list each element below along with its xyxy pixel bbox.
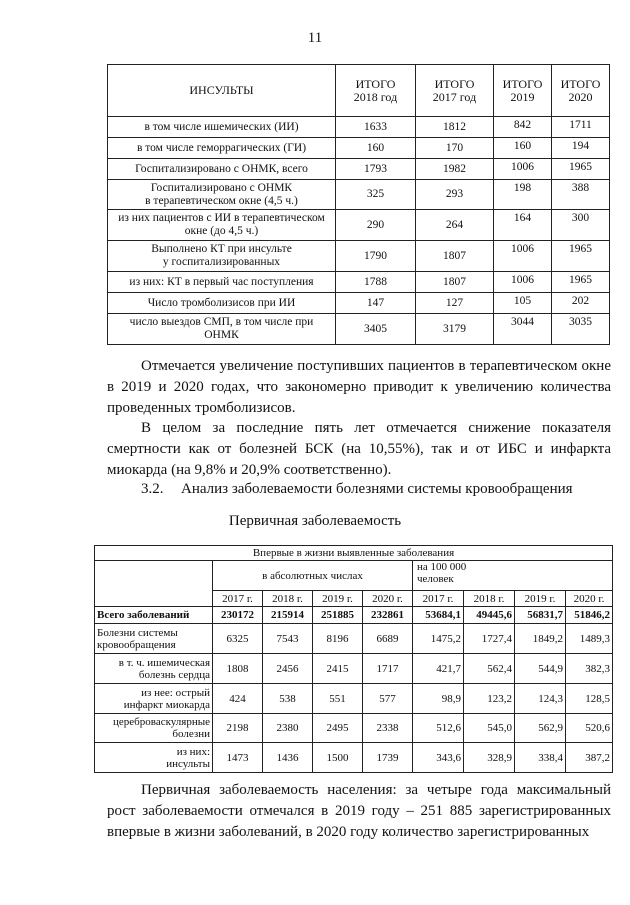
- year-header: 2019 г.: [313, 591, 363, 607]
- group-header-row: [95, 561, 613, 591]
- value-cell: 1717: [363, 654, 413, 684]
- value-cell: 382,3: [566, 654, 613, 684]
- column-header: ИТОГО 2018 год: [336, 65, 416, 117]
- value-cell: 2415: [313, 654, 363, 684]
- year-header: 2019 г.: [515, 591, 566, 607]
- value-cell: 2495: [313, 714, 363, 743]
- row-label: цереброваскулярные болезни: [95, 714, 213, 743]
- table-title-row: [95, 546, 613, 561]
- value-cell: 251885: [313, 607, 363, 624]
- year-header: 2018 г.: [464, 591, 515, 607]
- table-row: [95, 684, 613, 714]
- section-title: Анализ заболеваемости болезнями системы кровообращения: [181, 481, 573, 497]
- row-label: в том числе геморрагических (ГИ): [108, 138, 336, 159]
- cell-v2017: 3179: [416, 314, 494, 345]
- cell-v2019: 198: [494, 180, 552, 210]
- cell-v2020: 388: [552, 180, 610, 210]
- subsection-title: Первичная заболеваемость: [228, 513, 402, 529]
- table-row: [108, 117, 610, 138]
- value-cell: 343,6: [413, 743, 464, 773]
- cell-v2020: 1965: [552, 272, 610, 293]
- group-absolute: в абсолютных числах: [213, 561, 413, 591]
- value-cell: 512,6: [413, 714, 464, 743]
- table-row: [95, 654, 613, 684]
- value-cell: 230172: [213, 607, 263, 624]
- cell-v2019: 160: [494, 138, 552, 159]
- group-per-100000: на 100 000 человек: [413, 561, 613, 591]
- cell-v2020: 202: [552, 293, 610, 314]
- value-cell: 421,7: [413, 654, 464, 684]
- value-cell: 49445,6: [464, 607, 515, 624]
- stroke-statistics-table: [107, 64, 610, 345]
- year-header: 2017 г.: [213, 591, 263, 607]
- value-cell: 1739: [363, 743, 413, 773]
- cell-v2018: 290: [336, 210, 416, 241]
- cell-v2017: 1807: [416, 241, 494, 272]
- value-cell: 128,5: [566, 684, 613, 714]
- value-cell: 338,4: [515, 743, 566, 773]
- cell-v2019: 842: [494, 117, 552, 138]
- value-cell: 2338: [363, 714, 413, 743]
- column-header: ИТОГО 2017 год: [416, 65, 494, 117]
- cell-v2020: 1711: [552, 117, 610, 138]
- cell-v2018: 1788: [336, 272, 416, 293]
- section-number: 3.2.: [141, 481, 164, 497]
- value-cell: 545,0: [464, 714, 515, 743]
- row-label: Госпитализировано с ОНМК, всего: [108, 159, 336, 180]
- paragraph-primary-morbidity: Первичная заболеваемость населения: за четыре года максимальный рост заболеваемости отмечался в 2019 году – 251 885 зарегистрированных впервые в жизни заболеваний, в 2020 году количество зарегистрированных: [107, 782, 611, 840]
- cell-v2017: 127: [416, 293, 494, 314]
- row-label: из них пациентов с ИИ в терапевтическом окне (до 4,5 ч.): [108, 210, 336, 241]
- value-cell: 544,9: [515, 654, 566, 684]
- row-label: из них: КТ в первый час поступления: [108, 272, 336, 293]
- value-cell: 1475,2: [413, 624, 464, 654]
- value-cell: 7543: [263, 624, 313, 654]
- row-label: в том числе ишемических (ИИ): [108, 117, 336, 138]
- year-header: 2017 г.: [413, 591, 464, 607]
- cell-v2018: 1790: [336, 241, 416, 272]
- value-cell: 562,9: [515, 714, 566, 743]
- value-cell: 6689: [363, 624, 413, 654]
- table-row: [95, 714, 613, 743]
- table-row: [95, 607, 613, 624]
- cell-v2019: 3044: [494, 314, 552, 345]
- primary-morbidity-table: [94, 545, 613, 773]
- cell-v2017: 293: [416, 180, 494, 210]
- value-cell: 1473: [213, 743, 263, 773]
- cell-v2020: 1965: [552, 241, 610, 272]
- cell-v2020: 3035: [552, 314, 610, 345]
- value-cell: 538: [263, 684, 313, 714]
- value-cell: 6325: [213, 624, 263, 654]
- cell-v2020: 194: [552, 138, 610, 159]
- table-row: [108, 241, 610, 272]
- table-row: [108, 210, 610, 241]
- cell-v2017: 170: [416, 138, 494, 159]
- year-header: 2020 г.: [566, 591, 613, 607]
- table-row: [95, 743, 613, 773]
- value-cell: 2456: [263, 654, 313, 684]
- row-label: Выполнено КТ при инсульте у госпитализированных: [108, 241, 336, 272]
- cell-v2017: 1807: [416, 272, 494, 293]
- value-cell: 215914: [263, 607, 313, 624]
- column-header: ИНСУЛЬТЫ: [108, 65, 336, 117]
- value-cell: 328,9: [464, 743, 515, 773]
- table-row: [108, 138, 610, 159]
- table-row: [108, 293, 610, 314]
- row-label: число выездов СМП, в том числе при ОНМК: [108, 314, 336, 345]
- value-cell: 1808: [213, 654, 263, 684]
- cell-v2019: 1006: [494, 159, 552, 180]
- cell-v2018: 3405: [336, 314, 416, 345]
- cell-v2020: 300: [552, 210, 610, 241]
- value-cell: 8196: [313, 624, 363, 654]
- row-label: Всего заболеваний: [95, 607, 213, 624]
- year-header: 2020 г.: [363, 591, 413, 607]
- value-cell: 424: [213, 684, 263, 714]
- row-label: Болезни системы кровообращения: [95, 624, 213, 654]
- paragraph-therapeutic-window: Отмечается увеличение поступивших пациентов в терапевтическом окне в 2019 и 2020 годах, что закономерно приводит к увеличению количества проведенных тромболизисов.: [107, 358, 611, 416]
- value-cell: 1436: [263, 743, 313, 773]
- cell-v2018: 1633: [336, 117, 416, 138]
- value-cell: 2198: [213, 714, 263, 743]
- value-cell: 1500: [313, 743, 363, 773]
- cell-v2018: 147: [336, 293, 416, 314]
- value-cell: 98,9: [413, 684, 464, 714]
- value-cell: 51846,2: [566, 607, 613, 624]
- row-label: из них: инсульты: [95, 743, 213, 773]
- column-header: ИТОГО 2019: [494, 65, 552, 117]
- value-cell: 1727,4: [464, 624, 515, 654]
- cell-v2019: 164: [494, 210, 552, 241]
- section-heading: [141, 481, 573, 498]
- year-header: 2018 г.: [263, 591, 313, 607]
- row-label: в т. ч. ишемическая болезнь сердца: [95, 654, 213, 684]
- page-number: 11: [307, 30, 323, 46]
- cell-v2017: 264: [416, 210, 494, 241]
- cell-v2019: 105: [494, 293, 552, 314]
- cell-v2018: 1793: [336, 159, 416, 180]
- table-row: [95, 624, 613, 654]
- value-cell: 577: [363, 684, 413, 714]
- table-row: [108, 180, 610, 210]
- row-label: Число тромболизисов при ИИ: [108, 293, 336, 314]
- table-header-row: [108, 65, 610, 117]
- value-cell: 387,2: [566, 743, 613, 773]
- value-cell: 2380: [263, 714, 313, 743]
- value-cell: 520,6: [566, 714, 613, 743]
- row-label: из нее: острый инфаркт миокарда: [95, 684, 213, 714]
- value-cell: 124,3: [515, 684, 566, 714]
- column-header: ИТОГО 2020: [552, 65, 610, 117]
- cell-v2017: 1812: [416, 117, 494, 138]
- cell-v2017: 1982: [416, 159, 494, 180]
- value-cell: 53684,1: [413, 607, 464, 624]
- table-row: [108, 272, 610, 293]
- cell-v2018: 160: [336, 138, 416, 159]
- value-cell: 232861: [363, 607, 413, 624]
- value-cell: 562,4: [464, 654, 515, 684]
- value-cell: 1849,2: [515, 624, 566, 654]
- empty-corner-cell: [95, 561, 213, 607]
- value-cell: 56831,7: [515, 607, 566, 624]
- paragraph-mortality: В целом за последние пять лет отмечается снижение показателя смертности как от болезней БСК (на 10,55%), так и от ИБС и инфаркта миокарда (на 9,8% и 20,9% соответственно).: [107, 420, 611, 478]
- value-cell: 1489,3: [566, 624, 613, 654]
- table-row: [108, 159, 610, 180]
- value-cell: 551: [313, 684, 363, 714]
- cell-v2020: 1965: [552, 159, 610, 180]
- table-title: Впервые в жизни выявленные заболевания: [95, 546, 613, 561]
- cell-v2019: 1006: [494, 272, 552, 293]
- table-row: [108, 314, 610, 345]
- row-label: Госпитализировано с ОНМК в терапевтическом окне (4,5 ч.): [108, 180, 336, 210]
- cell-v2019: 1006: [494, 241, 552, 272]
- cell-v2018: 325: [336, 180, 416, 210]
- value-cell: 123,2: [464, 684, 515, 714]
